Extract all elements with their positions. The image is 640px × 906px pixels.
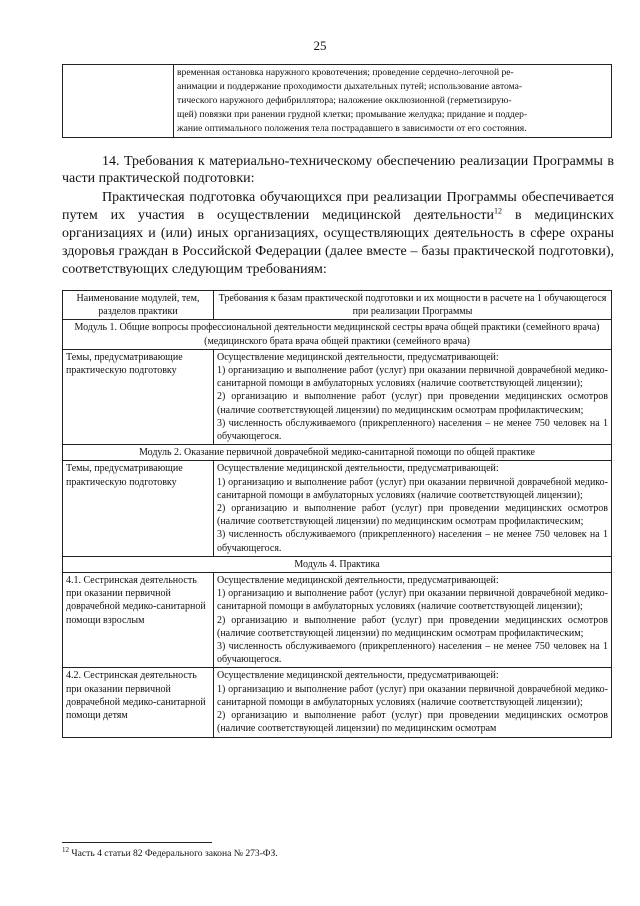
module-4-title: Модуль 4. Практика xyxy=(63,556,612,572)
section-heading: 14. Требования к материально-техническому обеспечению реализации Программы в части практической подготовки: xyxy=(62,154,614,186)
footnote-mark: 12 xyxy=(62,845,69,854)
table-header-row xyxy=(63,291,612,320)
footnote xyxy=(62,845,614,859)
text-line: жание оптимального положения тела пострадавшего в зависимости от его состояния. xyxy=(177,123,527,134)
module-row xyxy=(63,556,612,572)
module-row xyxy=(63,320,612,349)
requirements-cell xyxy=(214,573,612,668)
footnote-text: Часть 4 статьи 82 Федерального закона № 273-ФЗ. xyxy=(69,848,278,859)
module-2-title: Модуль 2. Оказание первичной доврачебной медико-санитарной помощи по общей практике xyxy=(63,445,612,461)
module-1-title: Модуль 1. Общие вопросы профессиональной деятельности медицинской сестры врача общей практики (семейного врача) (медицинского брата врача общей практики (семейного врача) xyxy=(63,320,612,349)
table-row xyxy=(63,65,612,138)
module-row xyxy=(63,445,612,461)
requirements-cell xyxy=(214,349,612,444)
req-item: 1) организацию и выполнение работ (услуг) при оказании первичной доврачебной медико-санитарной помощи в амбулаторных условиях (наличие соответствующей лицензии); xyxy=(217,365,608,390)
req-intro: Осуществление медицинской деятельности, предусматривающей: xyxy=(217,463,499,475)
text-line: анимации и поддержание проходимости дыхательных путей; использование автома- xyxy=(177,81,523,92)
req-item: 2) организацию и выполнение работ (услуг) при проведении медицинских осмотров (наличие соответствующей лицензии) по медицинским осмотрам профилактическим; xyxy=(217,391,608,416)
table-row xyxy=(63,573,612,668)
req-item: 2) организацию и выполнение работ (услуг) при проведении медицинских осмотров (наличие соответствующей лицензии) по медицинским осмотрам профилактическим; xyxy=(217,614,608,639)
req-item: 3) численность обслуживаемого (прикрепленного) населения – не менее 750 человек на 1 обучающегося. xyxy=(217,529,608,554)
footnote-ref: 12 xyxy=(494,206,503,216)
requirements-cell xyxy=(214,461,612,556)
paragraph-text: Практическая подготовка обучающихся при реализации Программы обеспечивается путем их участия в осуществлении медицинской деятельности xyxy=(62,190,614,223)
topic-cell: Темы, предусматривающие практическую подготовку xyxy=(63,461,214,556)
page-number: 25 xyxy=(313,38,327,53)
header-col-requirements: Требования к базам практической подготовки и их мощности в расчете на 1 обучающегося при реализации Программы xyxy=(214,291,612,320)
requirements-cell xyxy=(214,668,612,737)
text-line: щей) повязки при ранении грудной клетки; промывание желудка; придание и поддер- xyxy=(177,109,528,120)
continued-table xyxy=(62,64,612,138)
table-row xyxy=(63,349,612,444)
topic-cell: 4.1. Сестринская деятельность при оказании первичной доврачебной медико-санитарной помощи взрослым xyxy=(63,573,214,668)
requirements-table xyxy=(62,290,612,738)
paragraph-text: в медицинских организациях и (или) иных организациях, осуществляющих деятельность в сфере охраны здоровья граждан в Российской Федерации (далее вместе – базы практической подготовки), соответствующих следующим требованиям: xyxy=(62,208,614,277)
table-cell-text xyxy=(174,65,612,138)
text-line: временная остановка наружного кровотечения; проведение сердечно-легочной ре- xyxy=(177,67,514,78)
req-item: 1) организацию и выполнение работ (услуг) при оказании первичной доврачебной медико-санитарной помощи в амбулаторных условиях (наличие соответствующей лицензии); xyxy=(217,683,608,708)
req-item: 2) организацию и выполнение работ (услуг) при проведении медицинских осмотров (наличие соответствующей лицензии) по медицинским осмотрам профилактическим; xyxy=(217,503,608,528)
req-intro: Осуществление медицинской деятельности, предусматривающей: xyxy=(217,670,499,682)
req-item: 2) организацию и выполнение работ (услуг) при проведении медицинских осмотров (наличие соответствующей лицензии) по медицинским осмотрам xyxy=(217,710,608,735)
topic-cell: Темы, предусматривающие практическую подготовку xyxy=(63,349,214,444)
req-intro: Осуществление медицинской деятельности, предусматривающей: xyxy=(217,575,499,587)
header-col-modules: Наименование модулей, тем, разделов практики xyxy=(63,291,214,320)
table-row xyxy=(63,461,612,556)
req-item: 3) численность обслуживаемого (прикрепленного) населения – не менее 750 человек на 1 обучающегося. xyxy=(217,641,608,666)
body-paragraph xyxy=(62,189,614,279)
table-row xyxy=(63,668,612,737)
req-item: 1) организацию и выполнение работ (услуг) при оказании первичной доврачебной медико-санитарной помощи в амбулаторных условиях (наличие соответствующей лицензии); xyxy=(217,588,608,613)
text-line: тического наружного дефибриллятора; наложение окклюзионной (герметизирую- xyxy=(177,95,512,106)
topic-cell: 4.2. Сестринская деятельность при оказании первичной доврачебной медико-санитарной помощи детям xyxy=(63,668,214,737)
req-intro: Осуществление медицинской деятельности, предусматривающей: xyxy=(217,351,499,363)
req-item: 1) организацию и выполнение работ (услуг) при оказании первичной доврачебной медико-санитарной помощи в амбулаторных условиях (наличие соответствующей лицензии); xyxy=(217,476,608,501)
req-item: 3) численность обслуживаемого (прикрепленного) населения – не менее 750 человек на 1 обучающегося. xyxy=(217,417,608,443)
table-cell-empty xyxy=(63,65,174,138)
footnote-divider xyxy=(62,842,212,843)
